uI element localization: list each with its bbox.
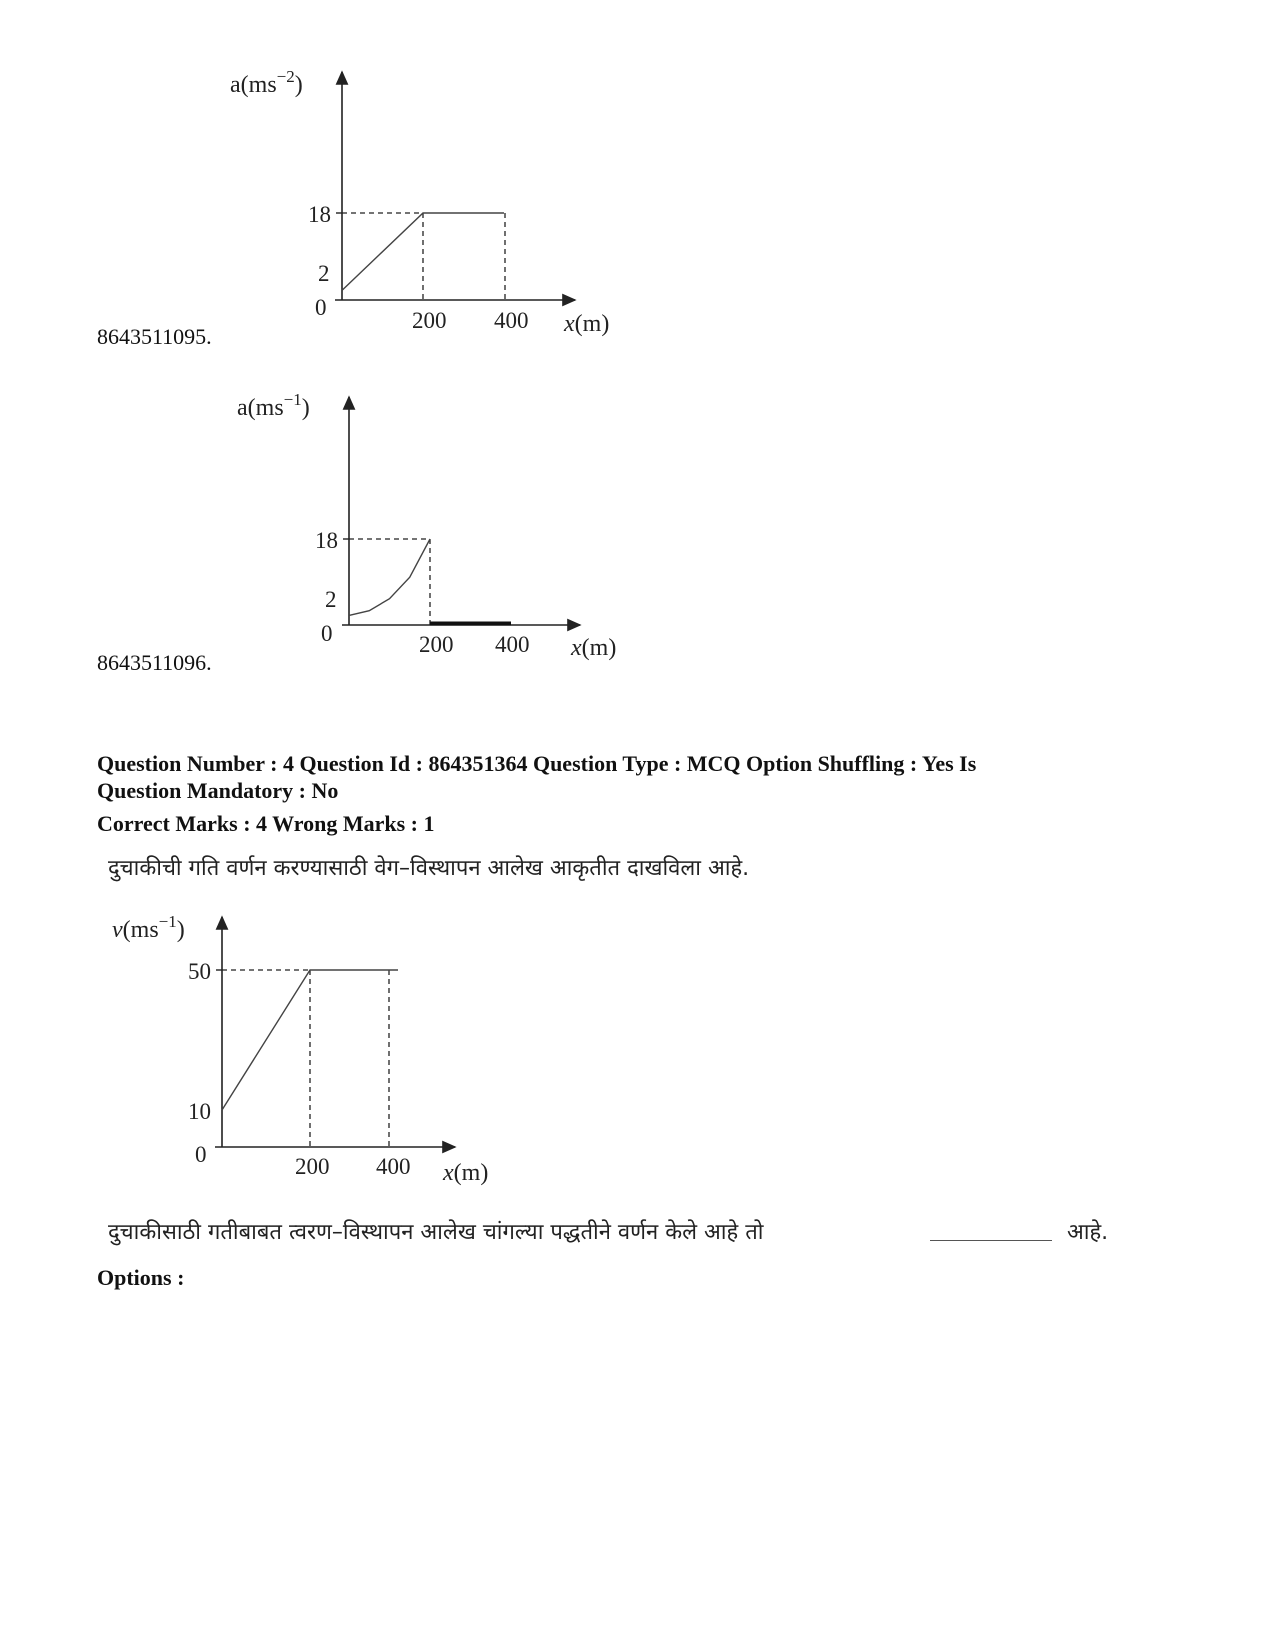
y-tick-2: 2 bbox=[325, 587, 337, 612]
x-tick-400: 400 bbox=[376, 1154, 411, 1179]
y-axis-label: $a(ms^{-1})$ bbox=[237, 390, 310, 421]
question-tail-end: आहे. bbox=[1067, 1220, 1109, 1245]
y-tick-0: 0 bbox=[321, 621, 333, 646]
question-graph bbox=[95, 905, 515, 1195]
question-tail: दुचाकीसाठी गतीबाबत त्वरण–विस्थापन आलेख चांगल्या पद्धतीने वर्णन केले आहे तो bbox=[108, 1220, 764, 1245]
option-id-1: 8643511095. bbox=[97, 324, 212, 349]
option-graph-2 bbox=[222, 385, 642, 675]
x-axis-label: x(m) bbox=[443, 1160, 489, 1186]
x-axis-label: x(m) bbox=[571, 635, 617, 661]
y-axis-label: $a(ms^{-2})$ bbox=[230, 67, 303, 98]
marks-line: Correct Marks : 4 Wrong Marks : 1 bbox=[97, 811, 435, 836]
option-id-2: 8643511096. bbox=[97, 650, 212, 675]
y-tick-0: 0 bbox=[195, 1142, 207, 1167]
x-tick-200: 200 bbox=[412, 308, 447, 333]
option-graph-1 bbox=[215, 60, 635, 350]
y-tick-0: 0 bbox=[315, 295, 327, 320]
x-tick-400: 400 bbox=[494, 308, 529, 333]
x-axis-label: x(m) bbox=[564, 311, 610, 337]
question-meta bbox=[97, 750, 976, 804]
series-curve bbox=[349, 539, 430, 615]
y-tick-18: 18 bbox=[308, 202, 331, 227]
question-meta-line-2: Question Mandatory : No bbox=[97, 778, 339, 803]
y-tick-2: 2 bbox=[318, 261, 330, 286]
x-tick-200: 200 bbox=[419, 632, 454, 657]
answer-blank bbox=[930, 1240, 1052, 1241]
y-tick-18: 18 bbox=[315, 528, 338, 553]
question-stem: दुचाकीची गति वर्णन करण्यासाठी वेग–विस्थापन आलेख आकृतीत दाखविला आहे. bbox=[108, 856, 750, 881]
question-meta-line-1: Question Number : 4 Question Id : 864351364 Question Type : MCQ Option Shuffling : Yes Is bbox=[97, 751, 977, 776]
y-axis-label: $v(ms^{-1})$ bbox=[112, 912, 185, 943]
y-tick-10: 10 bbox=[188, 1099, 211, 1124]
x-tick-400: 400 bbox=[495, 632, 530, 657]
options-label: Options : bbox=[97, 1265, 185, 1290]
x-tick-200: 200 bbox=[295, 1154, 330, 1179]
y-tick-50: 50 bbox=[188, 959, 211, 984]
